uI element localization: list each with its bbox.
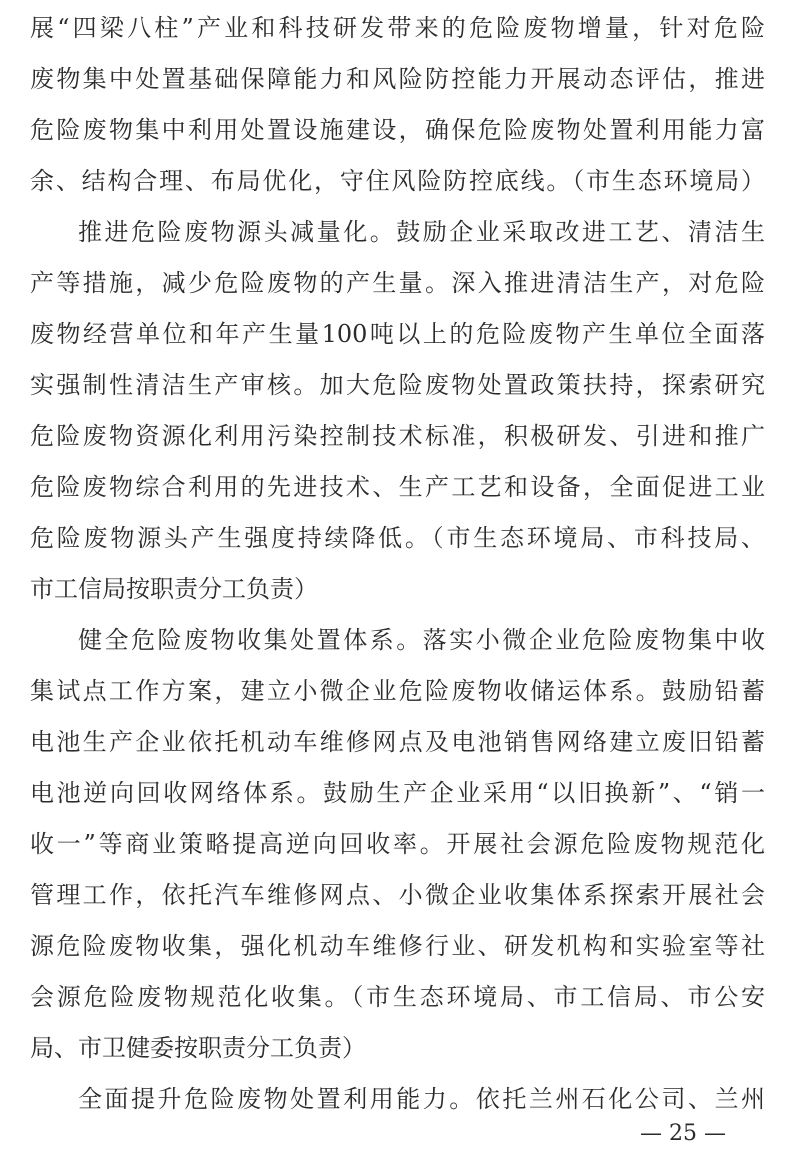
text-line: 收一”等商业策略提高逆向回收率。开展社会源危险废物规范化 [30, 830, 765, 858]
text-line: 会源危险废物规范化收集。（市生态环境局、市工信局、市公安 [30, 983, 765, 1011]
text-line: 电池生产企业依托机动车维修网点及电池销售网络建立废旧铅蓄 [30, 728, 765, 756]
paragraph-last-line: 市工信局按职责分工负责） [30, 575, 318, 603]
text-line: 危险废物综合利用的先进技术、生产工艺和设备，全面促进工业 [30, 473, 765, 501]
page-number: — 25 — [640, 1121, 726, 1146]
text-line: 余、结构合理、布局优化，守住风险防控底线。（市生态环境局） [30, 167, 765, 195]
text-line: 电池逆向回收网络体系。鼓励生产企业采用“以旧换新”、“销一 [30, 779, 765, 807]
text-line: 废物经营单位和年产生量100吨以上的危险废物产生单位全面落 [30, 320, 765, 348]
text-line: 实强制性清洁生产审核。加大危险废物处置政策扶持，探索研究 [30, 371, 765, 399]
text-line: 管理工作，依托汽车维修网点、小微企业收集体系探索开展社会 [30, 881, 765, 909]
text-line: 源危险废物收集，强化机动车维修行业、研发机构和实验室等社 [30, 932, 765, 960]
paragraph-first-line: 推进危险废物源头减量化。鼓励企业采取改进工艺、清洁生 [78, 218, 765, 246]
text-line: 危险废物资源化利用污染控制技术标准，积极研发、引进和推广 [30, 422, 765, 450]
paragraph-first-line: 健全危险废物收集处置体系。落实小微企业危险废物集中收 [78, 626, 765, 654]
text-line: 集试点工作方案，建立小微企业危险废物收储运体系。鼓励铅蓄 [30, 677, 765, 705]
text-line: 危险废物源头产生强度持续降低。（市生态环境局、市科技局、 [30, 524, 765, 552]
text-line: 产等措施，减少危险废物的产生量。深入推进清洁生产，对危险 [30, 269, 765, 297]
text-line: 废物集中处置基础保障能力和风险防控能力开展动态评估，推进 [30, 65, 765, 93]
text-line: 展“四梁八柱”产业和科技研发带来的危险废物增量，针对危险 [30, 14, 765, 42]
paragraph-last-line: 局、市卫健委按职责分工负责） [30, 1034, 366, 1062]
paragraph-first-line: 全面提升危险废物处置利用能力。依托兰州石化公司、兰州 [78, 1085, 765, 1113]
text-line: 危险废物集中利用处置设施建设，确保危险废物处置利用能力富 [30, 116, 765, 144]
